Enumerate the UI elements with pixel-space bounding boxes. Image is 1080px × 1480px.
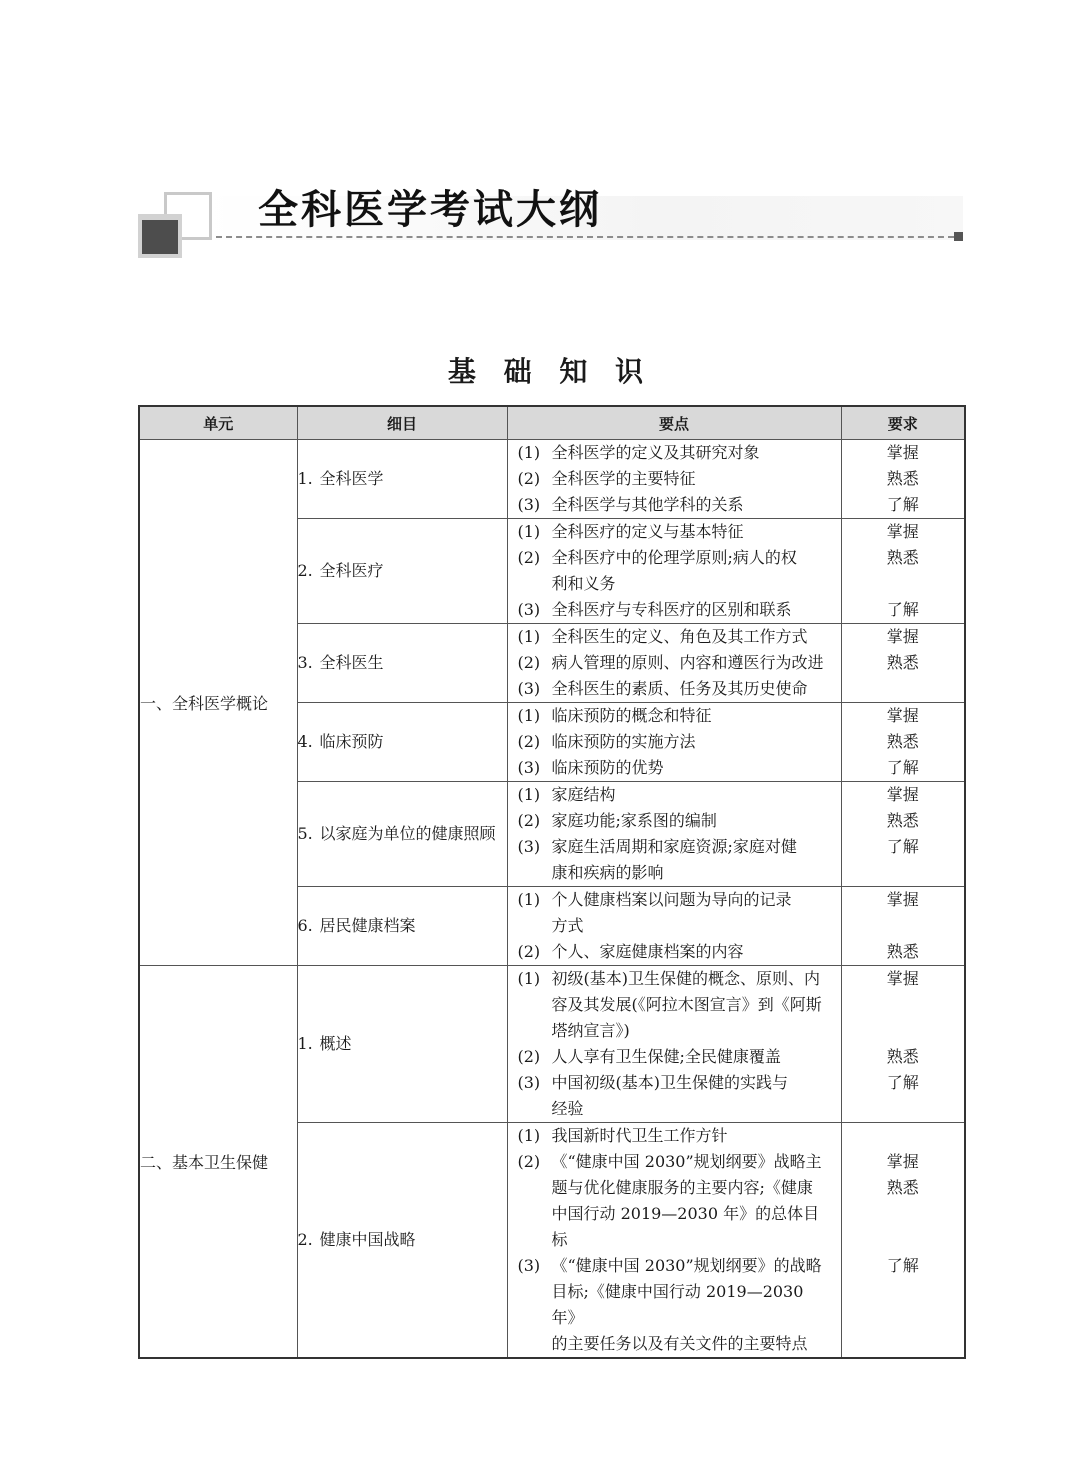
points-cell — [507, 887, 841, 966]
point-text-line: 全科医疗的定义与基本特征 — [551, 522, 744, 541]
item-number: 5. — [297, 824, 313, 843]
point-number: (3) — [517, 758, 541, 777]
point-text — [552, 939, 841, 965]
requirement-level: 熟悉 — [886, 942, 919, 961]
points-cell — [507, 1123, 841, 1359]
point-item — [508, 466, 841, 492]
item-cell — [297, 1123, 507, 1359]
point-text — [552, 1123, 841, 1149]
point-text-line: 我国新时代卫生工作方针 — [551, 1126, 728, 1145]
point-number: (3) — [517, 600, 541, 619]
requirement-level: 了解 — [886, 495, 919, 514]
point-number: (2) — [517, 942, 541, 961]
column-header-unit: 单元 — [139, 406, 297, 440]
point-text — [552, 1044, 841, 1070]
section-title: 基 础 知 识 — [447, 355, 653, 388]
point-text-line: 《“健康中国 2030”规划纲要》的战略 — [551, 1256, 822, 1275]
point-text — [552, 1253, 841, 1357]
requirement-cell — [841, 440, 965, 519]
points-cell — [507, 703, 841, 782]
point-text-line: 方式 — [551, 916, 584, 935]
requirement-level: 掌握 — [886, 1152, 919, 1171]
point-item — [508, 650, 841, 676]
point-text — [552, 624, 841, 650]
item-cell — [297, 440, 507, 519]
point-number: (3) — [517, 1073, 541, 1092]
point-text — [552, 834, 841, 886]
unit-cell: 二、基本卫生保健 — [139, 966, 297, 1359]
point-text — [552, 650, 841, 676]
point-text — [552, 729, 841, 755]
point-item — [508, 1149, 841, 1253]
item-name: 全科医学 — [319, 469, 384, 488]
point-text — [552, 808, 841, 834]
requirement-level: 掌握 — [886, 627, 919, 646]
point-item — [508, 676, 841, 702]
point-text — [552, 597, 841, 623]
requirement-level: 掌握 — [886, 522, 919, 541]
point-number: (2) — [517, 1152, 541, 1171]
point-text — [552, 545, 841, 597]
requirement-level: 熟悉 — [886, 653, 919, 672]
point-number: (2) — [517, 653, 541, 672]
column-header-item: 细目 — [297, 406, 507, 440]
item-number: 1. — [297, 469, 313, 488]
point-text-line: 目标;《健康中国行动 2019—2030 年》 — [551, 1282, 804, 1327]
point-item — [508, 519, 841, 545]
point-text-line: 全科医生的定义、角色及其工作方式 — [551, 627, 808, 646]
header-rule-end-marker — [954, 232, 963, 241]
item-cell — [297, 703, 507, 782]
requirement-cell — [841, 782, 965, 887]
point-text-line: 中国初级(基本)卫生保健的实践与 — [551, 1073, 788, 1092]
point-text — [552, 887, 841, 939]
point-text-line: 家庭功能;家系图的编制 — [551, 811, 717, 830]
point-text — [552, 966, 841, 1044]
point-item — [508, 782, 841, 808]
point-item — [508, 966, 841, 1044]
requirement-level: 了解 — [886, 837, 919, 856]
point-item — [508, 887, 841, 939]
point-number: (3) — [517, 495, 541, 514]
item-number: 1. — [297, 1034, 313, 1053]
requirement-spacer — [842, 913, 965, 939]
item-name: 全科医生 — [319, 653, 384, 672]
point-number: (1) — [517, 785, 541, 804]
point-text-line: 个人、家庭健康档案的内容 — [551, 942, 744, 961]
points-cell — [507, 519, 841, 624]
point-number: (1) — [517, 443, 541, 462]
requirement-level: 掌握 — [886, 706, 919, 725]
point-text — [552, 1149, 841, 1253]
point-text-line: 病人管理的原则、内容和遵医行为改进 — [551, 653, 824, 672]
requirement-spacer — [842, 992, 965, 1018]
item-cell — [297, 887, 507, 966]
point-number: (2) — [517, 1047, 541, 1066]
requirement-cell — [841, 887, 965, 966]
point-text — [552, 440, 841, 466]
point-text — [552, 466, 841, 492]
point-text-line: 题与优化健康服务的主要内容;《健康 — [551, 1178, 813, 1197]
point-number: (2) — [517, 732, 541, 751]
item-name: 健康中国战略 — [319, 1230, 416, 1249]
point-number: (3) — [517, 679, 541, 698]
column-header-requirement: 要求 — [841, 406, 965, 440]
requirement-level: 了解 — [886, 758, 919, 777]
point-text-line: 经验 — [551, 1099, 584, 1118]
point-item — [508, 545, 841, 597]
point-item — [508, 1070, 841, 1122]
table-row — [139, 966, 965, 1123]
point-text-line: 家庭生活周期和家庭资源;家庭对健 — [551, 837, 797, 856]
point-text-line: 康和疾病的影响 — [551, 863, 664, 882]
point-text — [552, 492, 841, 518]
point-number: (3) — [517, 837, 541, 856]
point-number: (2) — [517, 811, 541, 830]
point-text-line: 容及其发展(《阿拉木图宣言》到《阿斯 — [551, 995, 822, 1014]
requirement-level: 熟悉 — [886, 1047, 919, 1066]
header-dashed-rule — [216, 236, 954, 238]
point-number: (1) — [517, 890, 541, 909]
point-text-line: 临床预防的实施方法 — [551, 732, 696, 751]
item-name: 以家庭为单位的健康照顾 — [319, 824, 496, 843]
requirement-level: 掌握 — [886, 443, 919, 462]
point-item — [508, 729, 841, 755]
requirement-level: 了解 — [886, 1256, 919, 1275]
requirement-spacer — [842, 1096, 965, 1122]
item-number: 4. — [297, 732, 313, 751]
point-item — [508, 755, 841, 781]
requirement-cell — [841, 624, 965, 703]
item-name: 概述 — [319, 1034, 352, 1053]
point-item — [508, 492, 841, 518]
header-decoration-square — [142, 220, 178, 254]
requirement-level: 了解 — [886, 1073, 919, 1092]
point-text-line: 家庭结构 — [551, 785, 616, 804]
point-number: (2) — [517, 469, 541, 488]
item-number: 2. — [297, 561, 313, 580]
requirement-spacer — [842, 860, 965, 886]
item-number: 3. — [297, 653, 313, 672]
point-number: (3) — [517, 1256, 541, 1275]
point-text-line: 全科医学与其他学科的关系 — [551, 495, 744, 514]
requirement-cell — [841, 966, 965, 1123]
point-number: (2) — [517, 548, 541, 567]
point-item — [508, 1123, 841, 1149]
requirement-cell — [841, 1123, 965, 1359]
column-header-points: 要点 — [507, 406, 841, 440]
point-text-line: 初级(基本)卫生保健的概念、原则、内 — [551, 969, 820, 988]
requirement-level: 熟悉 — [886, 811, 919, 830]
point-number: (1) — [517, 706, 541, 725]
point-number: (1) — [517, 522, 541, 541]
point-text-line: 的主要任务以及有关文件的主要特点 — [551, 1334, 808, 1353]
points-cell — [507, 624, 841, 703]
point-text — [552, 782, 841, 808]
point-text-line: 全科医疗中的伦理学原则;病人的权 — [551, 548, 797, 567]
requirement-level: 熟悉 — [886, 1178, 919, 1197]
point-text-line: 塔纳宣言》) — [551, 1021, 630, 1040]
point-text — [552, 703, 841, 729]
point-text-line: 临床预防的概念和特征 — [551, 706, 712, 725]
point-text-line: 全科医学的主要特征 — [551, 469, 696, 488]
point-item — [508, 834, 841, 886]
item-name: 全科医疗 — [319, 561, 384, 580]
point-text-line: 中国行动 2019—2030 年》的总体目标 — [551, 1204, 820, 1249]
point-text-line: 临床预防的优势 — [551, 758, 664, 777]
item-cell — [297, 782, 507, 887]
point-item — [508, 624, 841, 650]
point-number: (1) — [517, 969, 541, 988]
point-text-line: 个人健康档案以问题为导向的记录 — [551, 890, 792, 909]
point-item — [508, 1253, 841, 1357]
requirement-level: 掌握 — [886, 785, 919, 804]
requirement-spacer — [842, 1305, 965, 1331]
point-item — [508, 597, 841, 623]
points-cell — [507, 782, 841, 887]
points-cell — [507, 966, 841, 1123]
point-text-line: 全科医学的定义及其研究对象 — [551, 443, 760, 462]
requirement-spacer — [842, 1201, 965, 1227]
point-item — [508, 703, 841, 729]
requirement-spacer — [842, 571, 965, 597]
point-text-line: 全科医疗与专科医疗的区别和联系 — [551, 600, 792, 619]
requirement-spacer — [842, 1227, 965, 1253]
point-text-line: 全科医生的素质、任务及其历史使命 — [551, 679, 808, 698]
points-cell — [507, 440, 841, 519]
item-number: 6. — [297, 916, 313, 935]
point-text — [552, 676, 841, 702]
requirement-cell — [841, 703, 965, 782]
page-title: 全科医学考试大纲 — [258, 187, 602, 233]
point-text-line: 利和义务 — [551, 574, 616, 593]
requirement-level: 熟悉 — [886, 548, 919, 567]
item-name: 临床预防 — [319, 732, 384, 751]
requirement-level: 掌握 — [886, 969, 919, 988]
item-cell — [297, 519, 507, 624]
requirement-cell — [841, 519, 965, 624]
syllabus-table — [138, 405, 966, 1359]
item-cell — [297, 966, 507, 1123]
point-number: (1) — [517, 627, 541, 646]
point-text — [552, 519, 841, 545]
requirement-level: 掌握 — [886, 890, 919, 909]
point-item — [508, 440, 841, 466]
item-cell — [297, 624, 507, 703]
requirement-level: 熟悉 — [886, 469, 919, 488]
unit-cell: 一、全科医学概论 — [139, 440, 297, 966]
point-text-line: 人人享有卫生保健;全民健康覆盖 — [551, 1047, 781, 1066]
item-name: 居民健康档案 — [319, 916, 416, 935]
requirement-level — [842, 676, 965, 702]
point-number: (1) — [517, 1126, 541, 1145]
requirement-spacer — [842, 1018, 965, 1044]
point-item — [508, 808, 841, 834]
item-number: 2. — [297, 1230, 313, 1249]
requirement-spacer — [842, 1279, 965, 1305]
point-text — [552, 755, 841, 781]
requirement-level: 熟悉 — [886, 732, 919, 751]
point-text — [552, 1070, 841, 1122]
point-text-line: 《“健康中国 2030”规划纲要》战略主 — [551, 1152, 822, 1171]
table-row — [139, 440, 965, 519]
point-item — [508, 1044, 841, 1070]
table-header-row — [139, 406, 965, 440]
requirement-level: 了解 — [886, 600, 919, 619]
point-item — [508, 939, 841, 965]
